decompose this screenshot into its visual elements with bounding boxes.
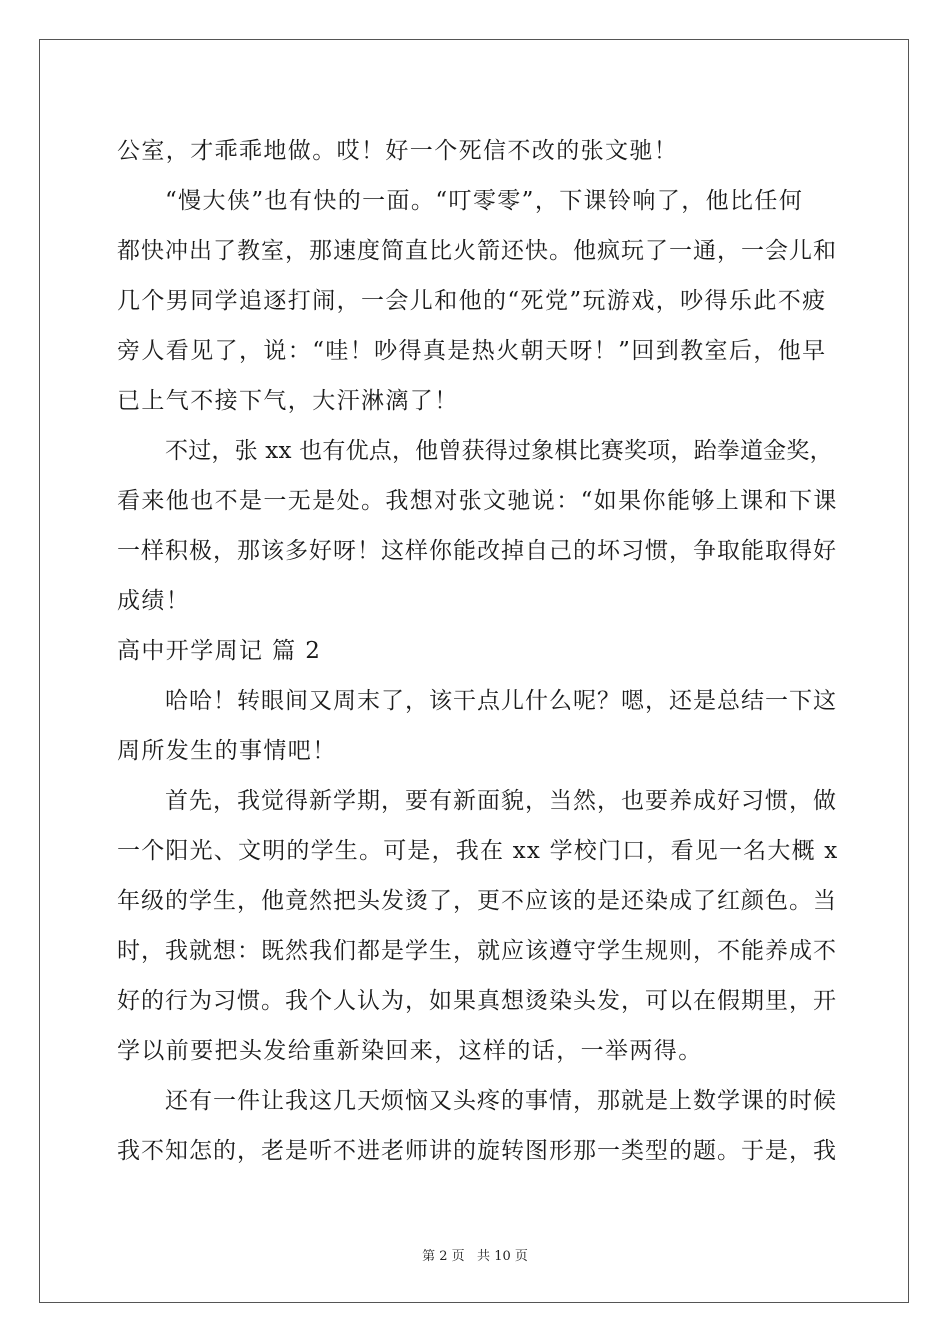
text-line: 首先，我觉得新学期，要有新面貌，当然，也要养成好习惯，做 (165, 788, 837, 814)
text-line: 时，我就想：既然我们都是学生，就应该遵守学生规则，不能养成不 (117, 938, 837, 964)
text-line: 还有一件让我这几天烦恼又头疼的事情，那就是上数学课的时候 (165, 1088, 837, 1114)
page-number-footer: 第 2 页 共 10 页 (422, 1249, 528, 1264)
text-line: 我不知怎的，老是听不进老师讲的旋转图形那一类型的题。于是，我 (117, 1138, 837, 1164)
text-line: 成绩！ (117, 588, 191, 614)
text-line: 几个男同学追逐打闹，一会儿和他的“死党”玩游戏，吵得乐此不疲 (117, 288, 827, 314)
text-line: 都快冲出了教室，那速度简直比火箭还快。他疯玩了一通，一会儿和 (117, 238, 837, 264)
text-line: 好的行为习惯。我个人认为，如果真想烫染头发，可以在假期里，开 (117, 988, 837, 1014)
text-line: 年级的学生，他竟然把头发烫了，更不应该的是还染成了红颜色。当 (117, 888, 837, 914)
text-line: 哈哈！转眼间又周末了，该干点儿什么呢？嗯，还是总结一下这 (165, 688, 837, 714)
text-line: 高中开学周记 篇 2 (117, 638, 322, 664)
document-body (117, 126, 837, 1176)
text-line: 不过，张 xx 也有优点，他曾获得过象棋比赛奖项，跆拳道金奖， (165, 438, 833, 464)
text-line: 看来他也不是一无是处。我想对张文驰说：“如果你能够上课和下课 (117, 488, 838, 514)
text-line: 周所发生的事情吧！ (117, 738, 337, 764)
text-line: 旁人看见了，说：“哇！吵得真是热火朝天呀！”回到教室后，他早 (117, 338, 827, 364)
text-line: 一个阳光、文明的学生。可是，我在 xx 学校门口，看见一名大概 x (117, 838, 839, 864)
text-line: 公室，才乖乖地做。哎！好一个死信不改的张文驰！ (117, 138, 679, 164)
text-line: 已上气不接下气，大汗淋漓了！ (117, 388, 459, 414)
text-line: 一样积极，那该多好呀！这样你能改掉自己的坏习惯，争取能取得好 (117, 538, 837, 564)
text-line: 学以前要把头发给重新染回来，这样的话，一举两得。 (117, 1038, 703, 1064)
text-line: “慢大侠”也有快的一面。“叮零零”，下课铃响了，他比任何 (165, 188, 804, 214)
